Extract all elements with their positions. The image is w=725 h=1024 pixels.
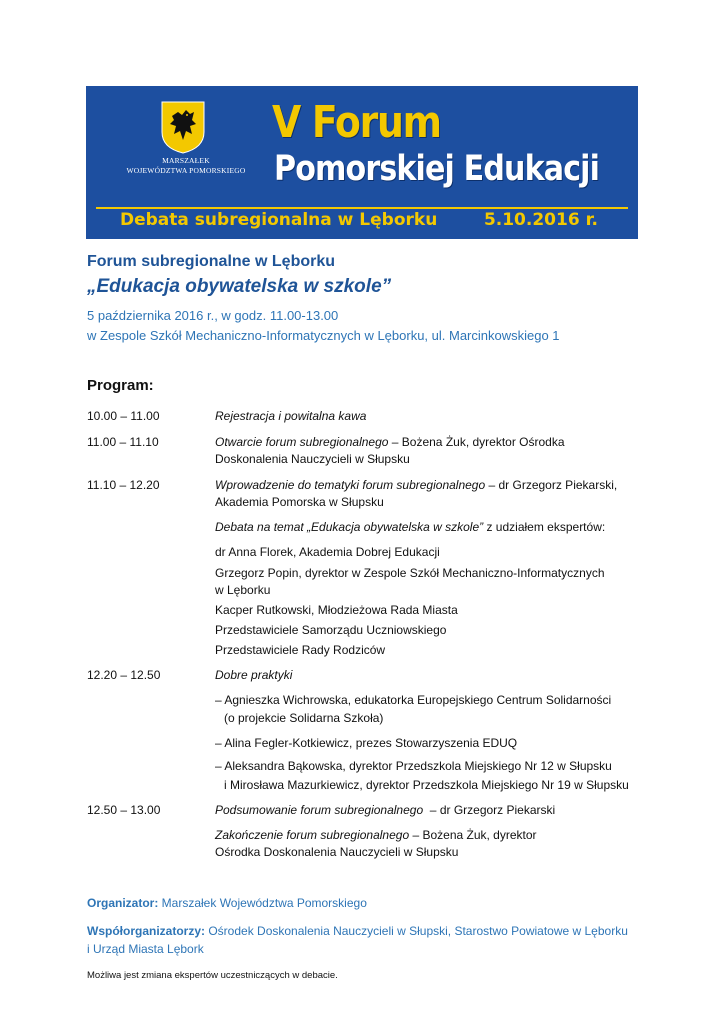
- agenda-item-closing-title: Zakończenie forum subregionalnego: [215, 828, 410, 842]
- practice-3-line2: i Mirosława Mazurkiewicz, dyrektor Przedszkola Miejskiego Nr 19 w Słupsku: [224, 778, 629, 792]
- agenda-item-debate-rest: z udziałem ekspertów:: [483, 520, 606, 534]
- time-slot-3: 11.10 – 12.20: [87, 478, 160, 492]
- event-date: 5 października 2016 r., w godz. 11.00-13.00: [87, 308, 339, 323]
- banner-subtitle: Debata subregionalna w Lęborku: [120, 210, 438, 230]
- expert-5: Przedstawiciele Rady Rodziców: [215, 643, 386, 657]
- agenda-item-opening-title: Otwarcie forum subregionalnego: [215, 435, 389, 449]
- expert-2: Grzegorz Popin, dyrektor w Zespole Szkół Mechaniczno-Informatycznych: [215, 566, 605, 580]
- practice-2: – Alina Fegler-Kotkiewicz, prezes Stowarzyszenia EDUQ: [215, 736, 518, 750]
- agenda-item-closing: [215, 827, 537, 843]
- practice-3: – Aleksandra Bąkowska, dyrektor Przedszkola Miejskiego Nr 12 w Słupsku: [215, 759, 612, 773]
- agenda-item-intro: [215, 477, 617, 493]
- agenda-item-summary: [215, 802, 555, 818]
- agenda-item-good-practices: Dobre praktyki: [215, 668, 293, 682]
- crest-caption-line1: MARSZAŁEK: [162, 156, 210, 165]
- agenda-item-opening: [215, 434, 565, 450]
- agenda-item-opening-line2: Doskonalenia Nauczycieli w Słupsku: [215, 452, 410, 466]
- practice-1-line2: (o projekcie Solidarna Szkoła): [224, 711, 384, 725]
- practice-1: – Agnieszka Wichrowska, edukatorka Europejskiego Centrum Solidarności: [215, 693, 612, 707]
- agenda-item-opening-speaker: – Bożena Żuk, dyrektor Ośrodka: [388, 435, 565, 449]
- forum-title: Forum subregionalne w Lęborku: [87, 253, 336, 270]
- expert-3: Kacper Rutkowski, Młodzieżowa Rada Miasta: [215, 603, 458, 617]
- expert-4: Przedstawiciele Samorządu Uczniowskiego: [215, 623, 447, 637]
- banner-title-line2: Pomorskiej Edukacji: [274, 149, 600, 189]
- forum-topic: „Edukacja obywatelska w szkole”: [87, 276, 392, 297]
- coorganizers-line: [87, 923, 628, 939]
- crest-caption-line2: WOJEWÓDZTWA POMORSKIEGO: [126, 166, 246, 175]
- banner-date: 5.10.2016 r.: [483, 210, 598, 230]
- agenda-item-debate: [215, 519, 605, 535]
- agenda-item-intro-speaker: – dr Grzegorz Piekarski,: [485, 478, 618, 492]
- change-notice: Możliwa jest zmiana ekspertów uczestniczących w debacie.: [87, 970, 338, 981]
- expert-1: dr Anna Florek, Akademia Dobrej Edukacji: [215, 545, 440, 559]
- agenda-item-intro-title: Wprowadzenie do tematyki forum subregionalnego: [215, 478, 486, 492]
- agenda-item-closing-speaker: – Bożena Żuk, dyrektor: [409, 828, 537, 842]
- time-slot-2: 11.00 – 11.10: [87, 435, 159, 449]
- time-slot-5: 12.50 – 13.00: [87, 803, 161, 817]
- event-place: w Zespole Szkół Mechaniczno-Informatycznych w Lęborku, ul. Marcinkowskiego 1: [87, 328, 560, 343]
- agenda-item-summary-title: Podsumowanie forum subregionalnego: [215, 803, 424, 817]
- program-heading: Program:: [87, 377, 154, 394]
- coorganizers-value: Ośrodek Doskonalenia Nauczycieli w Słupski, Starostwo Powiatowe w Lęborku: [205, 924, 628, 938]
- time-slot-1: 10.00 – 11.00: [87, 409, 160, 423]
- organizer-line: [87, 895, 367, 911]
- agenda-item-debate-title: Debata na temat „Edukacja obywatelska w szkole”: [215, 520, 484, 534]
- expert-2-line2: w Lęborku: [215, 583, 271, 597]
- time-slot-4: 12.20 – 12.50: [87, 668, 161, 682]
- agenda-item-closing-line2: Ośrodka Doskonalenia Nauczycieli w Słupsku: [215, 845, 459, 859]
- organizer-label: Organizator:: [87, 896, 159, 910]
- organizer-value: Marszałek Województwa Pomorskiego: [158, 896, 367, 910]
- griffin-crest-icon: [160, 100, 206, 154]
- banner-title-line1: V Forum: [272, 97, 441, 148]
- crest-caption: [126, 156, 246, 176]
- agenda-item-summary-speaker: – dr Grzegorz Piekarski: [423, 803, 556, 817]
- event-banner: [86, 86, 638, 239]
- agenda-item-registration: Rejestracja i powitalna kawa: [215, 409, 367, 423]
- agenda-item-intro-line2: Akademia Pomorska w Słupsku: [215, 495, 384, 509]
- coorganizers-line2: i Urząd Miasta Lębork: [87, 942, 204, 956]
- coorganizers-label: Współorganizatorzy:: [87, 924, 206, 938]
